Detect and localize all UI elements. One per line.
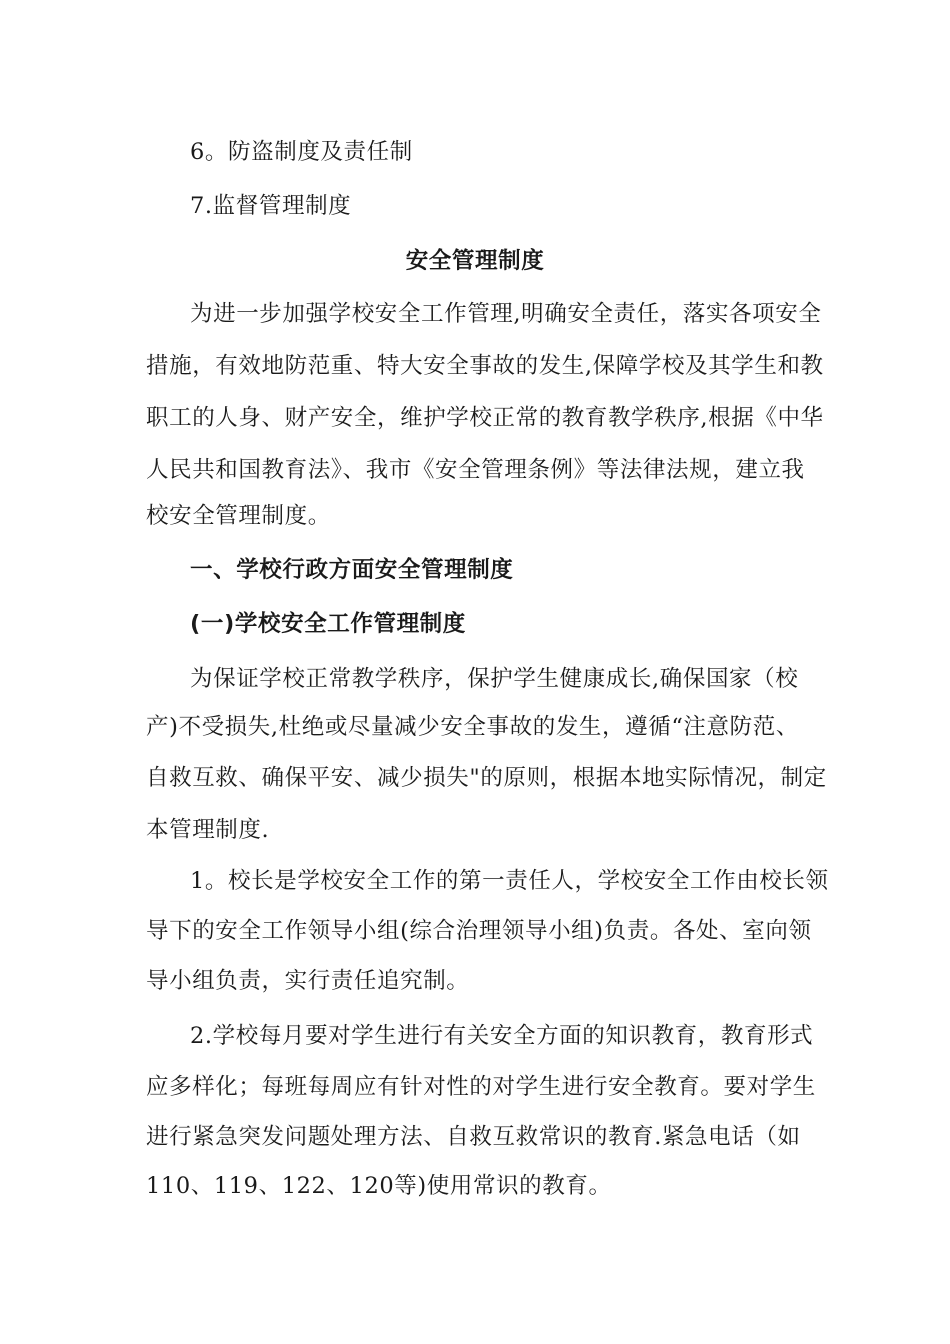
para1-line-1: 为保证学校正常教学秩序，保护学生健康成长,确保国家（校 bbox=[190, 666, 799, 692]
item1-line-3: 导小组负责，实行责任追究制。 bbox=[146, 968, 470, 994]
subsection-heading: (一)学校安全工作管理制度 bbox=[190, 611, 466, 637]
intro-line-1: 为进一步加强学校安全工作管理,明确安全责任，落实各项安全 bbox=[190, 301, 822, 327]
para1-line-2: 产)不受损失,杜绝或尽量减少安全事故的发生，遵循“注意防范、 bbox=[146, 714, 799, 740]
list-item-7: 7.监督管理制度 bbox=[190, 193, 352, 219]
intro-line-5: 校安全管理制度。 bbox=[146, 503, 331, 529]
list-item-6: 6。防盗制度及责任制 bbox=[190, 139, 413, 165]
section-heading: 一、学校行政方面安全管理制度 bbox=[190, 557, 514, 583]
intro-line-2: 措施，有效地防范重、特大安全事故的发生,保障学校及其学生和教 bbox=[146, 353, 824, 379]
item2-line-1: 2.学校每月要对学生进行有关安全方面的知识教育，教育形式 bbox=[190, 1023, 814, 1049]
item1-line-1: 1。校长是学校安全工作的第一责任人，学校安全工作由校长领 bbox=[190, 868, 829, 894]
item2-line-3: 进行紧急突发问题处理方法、自救互救常识的教育.紧急电话（如 bbox=[146, 1124, 801, 1150]
intro-line-3: 职工的人身、财产安全，维护学校正常的教育教学秩序,根据《中华 bbox=[146, 405, 824, 431]
item1-line-2: 导下的安全工作领导小组(综合治理领导小组)负责。各处、室向领 bbox=[146, 918, 812, 944]
intro-line-4: 人民共和国教育法》、我市《安全管理条例》等法律法规，建立我 bbox=[146, 457, 805, 483]
document-title: 安全管理制度 bbox=[405, 248, 545, 274]
para1-line-4: 本管理制度. bbox=[146, 817, 270, 843]
item2-line-2: 应多样化；每班每周应有针对性的对学生进行安全教育。要对学生 bbox=[146, 1074, 816, 1100]
item2-line-4: 110、119、122、120等)使用常识的教育。 bbox=[146, 1173, 612, 1199]
para1-line-3: 自救互救、确保平安、减少损失"的原则，根据本地实际情况，制定 bbox=[146, 765, 827, 791]
